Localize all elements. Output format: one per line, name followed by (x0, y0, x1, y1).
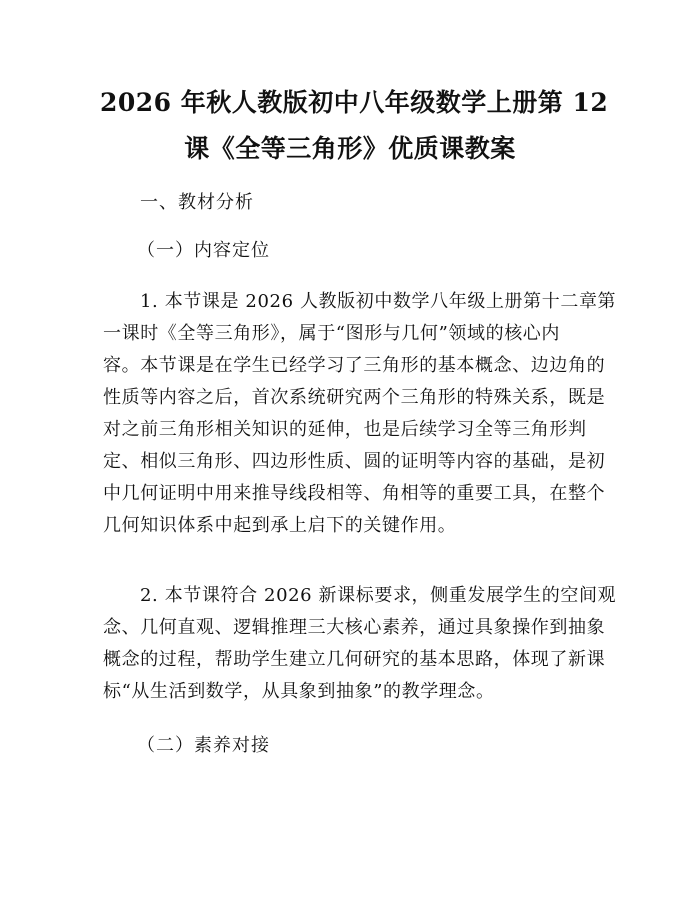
paragraph-line: 性质等内容之后，首次系统研究两个三角形的特殊关系，既是 (103, 387, 606, 408)
subsection-heading-literacy-alignment: （二）素养对接 (137, 735, 270, 756)
paragraph-line: 对之前三角形相关知识的延伸，也是后续学习全等三角形判 (103, 419, 587, 440)
paragraph-line: 一课时《全等三角形》，属于“图形与几何”领域的核心内 (103, 323, 561, 344)
paragraph-line: 标“从生活到数学，从具象到抽象”的教学理念。 (103, 681, 495, 702)
document-title-line-1: 2026 年秋人教版初中八年级数学上册第 12 (100, 88, 609, 117)
paragraph-line: 概念的过程，帮助学生建立几何研究的基本思路，体现了新课 (103, 649, 606, 670)
paragraph-line: 1. 本节课是 2026 人教版初中数学八年级上册第十二章第 (140, 291, 617, 312)
paragraph-line: 几何知识体系中起到承上启下的关键作用。 (103, 515, 457, 536)
paragraph-line: 中几何证明中用来推导线段相等、角相等的重要工具，在整个 (103, 483, 606, 504)
paragraph-2 (103, 580, 617, 708)
section-heading: 一、教材分析 (140, 192, 254, 213)
paragraph-1 (103, 286, 617, 542)
subsection-heading-content-positioning: （一）内容定位 (137, 240, 270, 261)
paragraph-line: 容。本节课是在学生已经学习了三角形的基本概念、边边角的 (103, 355, 606, 376)
paragraph-line: 2. 本节课符合 2026 新课标要求，侧重发展学生的空间观 (140, 585, 617, 606)
paragraph-line: 念、几何直观、逻辑推理三大核心素养，通过具象操作到抽象 (103, 617, 606, 638)
paragraph-line: 定、相似三角形、四边形性质、圆的证明等内容的基础，是初 (103, 451, 606, 472)
document-title-line-2: 课《全等三角形》优质课教案 (184, 134, 516, 163)
